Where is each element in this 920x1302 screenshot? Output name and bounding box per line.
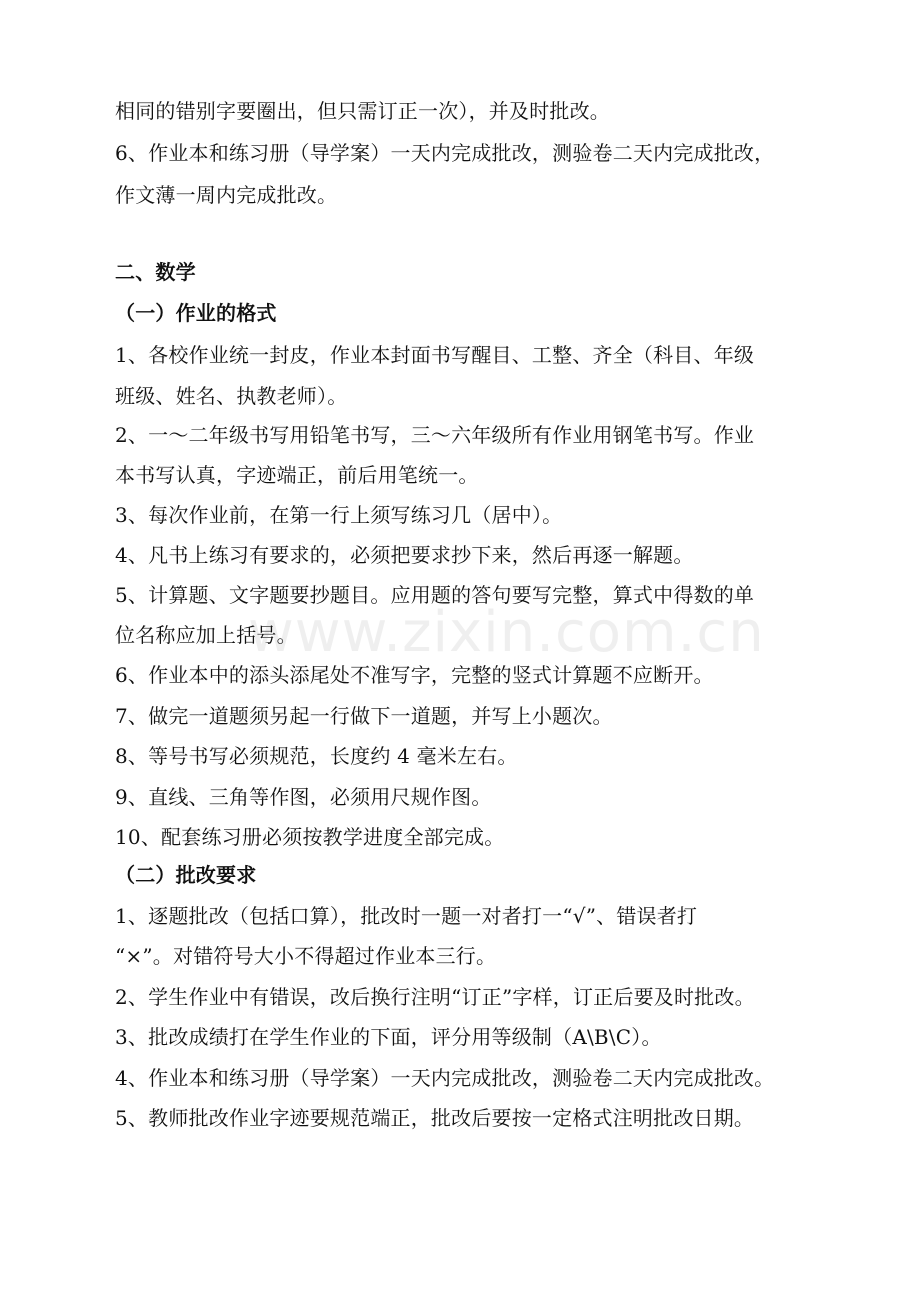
text-line: 3、每次作业前，在第一行上须写练习几（居中）。 <box>115 503 563 527</box>
text-line: 1、各校作业统一封皮，作业本封面书写醒目、工整、齐全（科目、年级 <box>115 343 755 367</box>
text-line: 5、计算题、文字题要抄题目。应用题的答句要写完整，算式中得数的单 <box>115 583 755 607</box>
text-line: 6、作业本中的添头添尾处不准写字，完整的竖式计算题不应断开。 <box>115 663 714 687</box>
text-line: “×”。对错符号大小不得超过作业本三行。 <box>115 944 497 968</box>
text-line: 4、作业本和练习册（导学案）一天内完成批改，测验卷二天内完成批改。 <box>115 1066 775 1090</box>
text-line: 8、等号书写必须规范，长度约 4 毫米左右。 <box>115 744 518 768</box>
text-line: 3、批改成绩打在学生作业的下面，评分用等级制（A\B\C）。 <box>115 1025 662 1049</box>
text-line: 作文薄一周内完成批改。 <box>115 183 338 207</box>
text-line: 4、凡书上练习有要求的，必须把要求抄下来，然后再逐一解题。 <box>115 543 694 567</box>
text-line: 5、教师批改作业字迹要规范端正，批改后要按一定格式注明批改日期。 <box>115 1106 755 1130</box>
text-line: 6、作业本和练习册（导学案）一天内完成批改，测验卷二天内完成批改， <box>115 141 775 165</box>
text-line: 10、配套练习册必须按教学进度全部完成。 <box>115 825 505 849</box>
text-line: 7、做完一道题须另起一行做下一道题，并写上小题次。 <box>115 704 613 728</box>
section-heading-math: 二、数学 <box>115 260 196 284</box>
text-line: 2、一～二年级书写用铅笔书写，三～六年级所有作业用钢笔书写。作业 <box>115 423 755 447</box>
text-line: 9、直线、三角等作图，必须用尺规作图。 <box>115 785 492 809</box>
text-line: 本书写认真，字迹端正，前后用笔统一。 <box>115 463 479 487</box>
subsection-heading-grading: （二）批改要求 <box>115 863 257 887</box>
text-line: 位名称应加上括号。 <box>115 623 297 647</box>
text-line: 班级、姓名、执教老师）。 <box>115 384 348 408</box>
text-line: 1、逐题批改（包括口算），批改时一题一对者打一“√”、错误者打 <box>115 904 698 928</box>
subsection-heading-format: （一）作业的格式 <box>115 301 277 325</box>
text-line: 2、学生作业中有错误，改后换行注明“订正”字样，订正后要及时批改。 <box>115 985 755 1009</box>
watermark: www.zixin.com.cn <box>248 600 765 665</box>
text-line: 相同的错别字要圈出，但只需订正一次），并及时批改。 <box>115 99 610 123</box>
